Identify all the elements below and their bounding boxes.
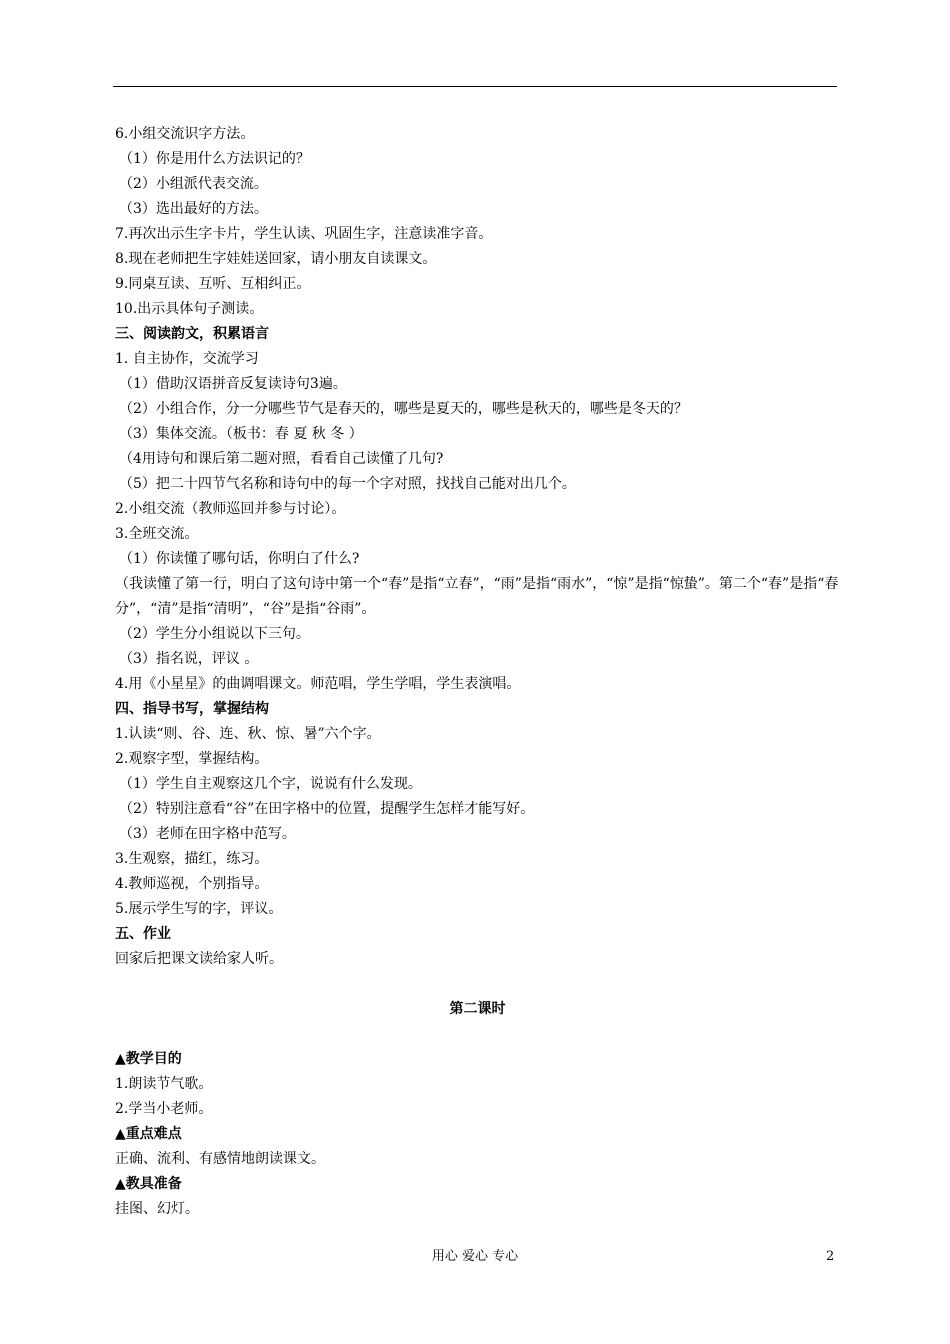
- spacer: [115, 972, 840, 997]
- materials-text: 挂图、幻灯。: [115, 1201, 199, 1217]
- step-6-sub-1: （1）你是用什么方法识记的？: [119, 151, 310, 167]
- footer-motto: 用心 爱心 专心: [431, 1249, 519, 1264]
- materials-heading: ▲教具准备: [115, 1176, 182, 1192]
- s4-step-4: 4.教师巡视，个别指导。: [115, 876, 269, 892]
- s3-step-1-sub-4: （4用诗句和课后第二题对照，看看自己读懂了几句?: [119, 451, 444, 467]
- header-rule: [113, 86, 837, 87]
- teaching-goal-2: 2.学当小老师。: [115, 1101, 213, 1117]
- s4-step-1: 1.认读“则、谷、连、秋、惊、暑”六个字。: [115, 726, 381, 742]
- step-6-sub-2: （2）小组派代表交流。: [119, 176, 268, 192]
- s3-step-4: 4.用《小星星》的曲调唱课文。师范唱，学生学唱，学生表演唱。: [115, 676, 521, 692]
- key-points-heading: ▲重点难点: [115, 1126, 182, 1142]
- lesson-2-title: 第二课时: [449, 1001, 506, 1017]
- s3-step-3-sub-1: （1）你读懂了哪句话，你明白了什么?: [119, 551, 360, 567]
- s4-step-2-sub-3: （3）老师在田字格中范写。: [119, 826, 296, 842]
- s4-step-3: 3.生观察，描红，练习。: [115, 851, 269, 867]
- section-3-heading: 三、阅读韵文，积累语言: [115, 326, 269, 342]
- s3-step-3: 3.全班交流。: [115, 526, 199, 542]
- s3-step-1-sub-3: （3）集体交流。（板书：春 夏 秋 冬 ）: [119, 426, 363, 442]
- s4-step-2-sub-2: （2）特别注意看“谷”在田字格中的位置，提醒学生怎样才能写好。: [119, 801, 535, 817]
- key-point-1: 正确、流利、有感情地朗读课文。: [115, 1151, 325, 1167]
- teaching-goals-heading: ▲教学目的: [115, 1051, 182, 1067]
- s4-step-5: 5.展示学生写的字，评议。: [115, 901, 283, 917]
- s4-step-2: 2.观察字型，掌握结构。: [115, 751, 269, 767]
- s3-step-3-sub-2: （2）学生分小组说以下三句。: [119, 626, 310, 642]
- step-7: 7.再次出示生字卡片，学生认读、巩固生字，注意读准字音。: [115, 226, 493, 242]
- s4-step-2-sub-1: （1）学生自主观察这几个字，说说有什么发现。: [119, 776, 422, 792]
- step-6: 6.小组交流识字方法。: [115, 126, 255, 142]
- section-5-heading: 五、作业: [115, 926, 171, 942]
- spacer: [115, 1022, 840, 1047]
- s3-step-1-sub-5: （5）把二十四节气名称和诗句中的每一个字对照，找找自己能对出几个。: [119, 476, 576, 492]
- s3-step-1-sub-2: （2）小组合作，分一分哪些节气是春天的，哪些是夏天的，哪些是秋天的，哪些是冬天的？: [119, 401, 688, 417]
- s3-step-1: 1. 自主协作，交流学习: [115, 351, 259, 367]
- document-body: [115, 122, 840, 1222]
- step-9: 9.同桌互读、互听、互相纠正。: [115, 276, 311, 292]
- page-number: 2: [826, 1249, 835, 1264]
- s3-step-3-sub-3: （3）指名说，评议 。: [119, 651, 259, 667]
- step-10: 10.出示具体句子测读。: [115, 301, 264, 317]
- step-8: 8.现在老师把生字娃娃送回家，请小朋友自读课文。: [115, 251, 437, 267]
- s3-step-3-answer: （我读懂了第一行，明白了这句诗中第一个“春”是指“立春”，“雨”是指“雨水”，“惊”是指“惊蛰”。第二个“春”是指“春分”，“清”是指“清明”，“谷”是指“谷雨”。: [115, 576, 839, 617]
- section-4-heading: 四、指导书写，掌握结构: [115, 701, 269, 717]
- step-6-sub-3: （3）选出最好的方法。: [119, 201, 268, 217]
- s3-step-1-sub-1: （1）借助汉语拼音反复读诗句3遍。: [119, 376, 347, 392]
- teaching-goal-1: 1.朗读节气歌。: [115, 1076, 213, 1092]
- homework-text: 回家后把课文读给家人听。: [115, 951, 283, 967]
- s3-step-2: 2.小组交流（教师巡回并参与讨论）。: [115, 501, 346, 517]
